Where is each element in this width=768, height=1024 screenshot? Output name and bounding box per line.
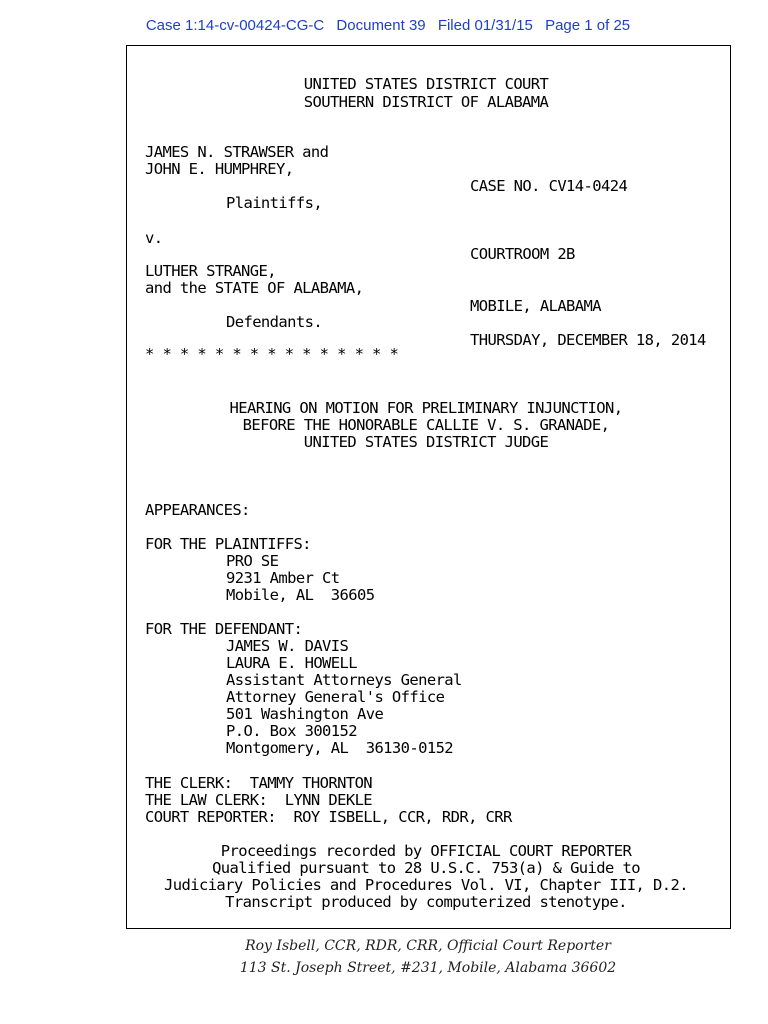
case-no: CASE NO. CV14-0424 <box>470 177 628 195</box>
plaintiffs-line: PRO SE <box>226 552 279 570</box>
location: MOBILE, ALABAMA <box>470 297 601 315</box>
plaintiff-line-1: JAMES N. STRAWSER and <box>145 143 329 161</box>
versus: v. <box>145 229 163 247</box>
certification-line-1: Proceedings recorded by OFFICIAL COURT REPORTER <box>220 842 632 860</box>
clerk: THE CLERK: TAMMY THORNTON <box>145 774 373 792</box>
defendant-line: 501 Washington Ave <box>226 705 384 723</box>
defendant-line: Montgomery, AL 36130-0152 <box>226 739 454 757</box>
court-reporter: COURT REPORTER: ROY ISBELL, CCR, RDR, CRR <box>145 808 512 826</box>
defendants-label: Defendants. <box>226 313 323 331</box>
certification-line-3: Judiciary Policies and Procedures Vol. VI, Chapter III, D.2. <box>164 876 688 894</box>
hearing-line-1: HEARING ON MOTION FOR PRELIMINARY INJUNCTION, <box>229 399 623 417</box>
court-district: SOUTHERN DISTRICT OF ALABAMA <box>303 93 549 111</box>
defendant-line: Assistant Attorneys General <box>226 671 462 689</box>
defendant-line: Attorney General's Office <box>226 688 445 706</box>
certification-line-2: Qualified pursuant to 28 U.S.C. 753(a) & Guide to <box>212 859 640 877</box>
courtroom: COURTROOM 2B <box>470 245 575 263</box>
hearing-line-2: BEFORE THE HONORABLE CALLIE V. S. GRANADE, <box>242 416 610 434</box>
case-number: Case 1:14-cv-00424-CG-C <box>145 17 325 34</box>
plaintiffs-label: Plaintiffs, <box>226 194 323 212</box>
filing-header <box>0 17 768 34</box>
defendant-line-1: LUTHER STRANGE, <box>145 262 276 280</box>
law-clerk: THE LAW CLERK: LYNN DEKLE <box>145 791 373 809</box>
page-number: Page 1 of 25 <box>545 17 631 34</box>
certification-line-4: Transcript produced by computerized stenotype. <box>225 893 627 911</box>
court-name: UNITED STATES DISTRICT COURT <box>303 75 549 93</box>
filed-date: Filed 01/31/15 <box>437 17 533 34</box>
plaintiffs-line: Mobile, AL 36605 <box>226 586 375 604</box>
defendant-line: JAMES W. DAVIS <box>226 637 349 655</box>
footer-address: 113 St. Joseph Street, #231, Mobile, Alabama 36602 <box>239 960 617 976</box>
defendant-line: LAURA E. HOWELL <box>226 654 357 672</box>
appearances-heading: APPEARANCES: <box>145 501 250 519</box>
hearing-date: THURSDAY, DECEMBER 18, 2014 <box>470 331 706 349</box>
document-number: Document 39 <box>336 17 426 34</box>
defendant-line: P.O. Box 300152 <box>226 722 357 740</box>
hearing-line-3: UNITED STATES DISTRICT JUDGE <box>303 433 549 451</box>
plaintiff-line-2: JOHN E. HUMPHREY, <box>145 160 294 178</box>
footer-reporter: Roy Isbell, CCR, RDR, CRR, Official Court Reporter <box>245 938 611 954</box>
caption-stars: * * * * * * * * * * * * * * * <box>145 345 399 363</box>
defendant-heading: FOR THE DEFENDANT: <box>145 620 303 638</box>
plaintiffs-line: 9231 Amber Ct <box>226 569 340 587</box>
plaintiffs-heading: FOR THE PLAINTIFFS: <box>145 535 311 553</box>
defendant-line-2: and the STATE OF ALABAMA, <box>145 279 364 297</box>
